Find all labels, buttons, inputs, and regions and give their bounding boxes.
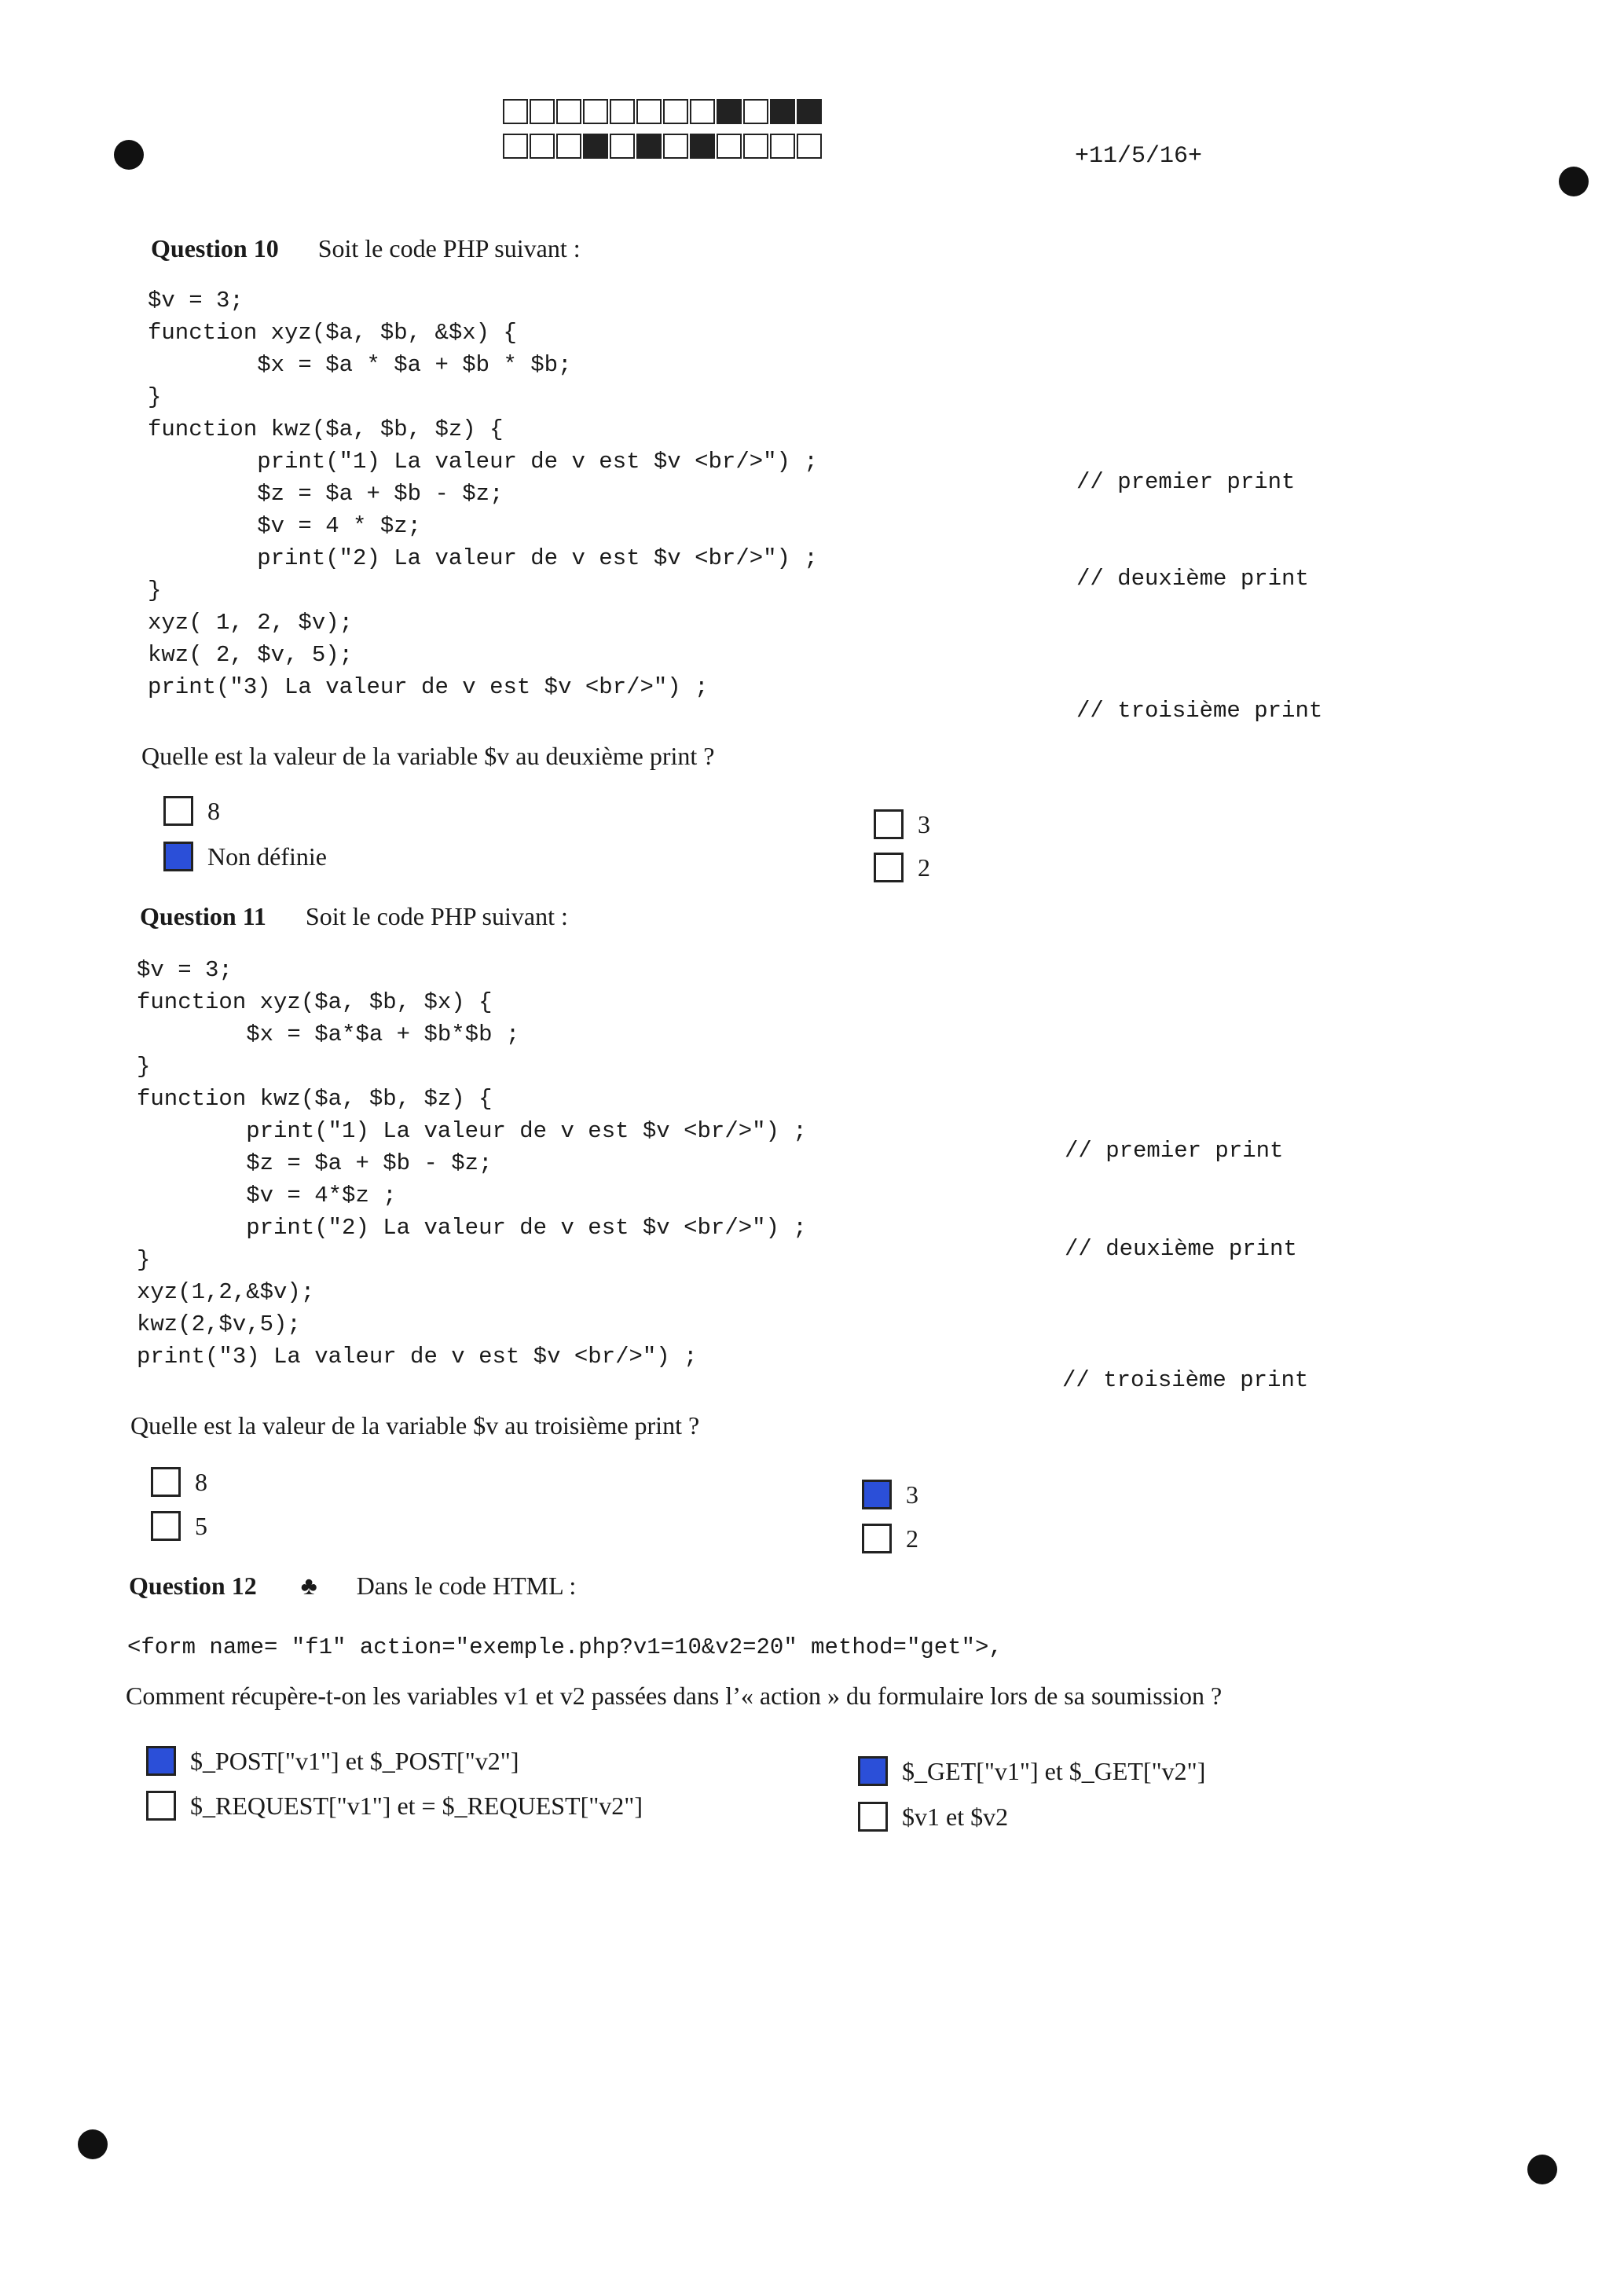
registration-mark-bottom-left bbox=[78, 2129, 108, 2159]
option-label: 8 bbox=[195, 1467, 207, 1496]
q10-label: Question 10 bbox=[151, 234, 279, 262]
option-label: 2 bbox=[906, 1524, 918, 1553]
id-grid-cell bbox=[690, 99, 715, 124]
q11-header bbox=[140, 902, 568, 931]
q10-comment-3: // troisième print bbox=[1076, 698, 1323, 724]
id-grid-cell bbox=[530, 134, 555, 159]
checkbox[interactable] bbox=[146, 1746, 176, 1776]
id-grid-cell bbox=[583, 99, 608, 124]
id-grid-cell bbox=[797, 134, 822, 159]
checkbox[interactable] bbox=[163, 842, 193, 871]
q12-intro: Dans le code HTML : bbox=[356, 1572, 577, 1600]
id-grid-cell bbox=[636, 134, 662, 159]
id-grid-cell bbox=[690, 134, 715, 159]
id-grid-cell bbox=[610, 134, 635, 159]
id-grid-cell bbox=[636, 99, 662, 124]
checkbox[interactable] bbox=[858, 1802, 888, 1832]
q11-option-1[interactable] bbox=[151, 1467, 207, 1497]
id-grid-cell bbox=[663, 134, 688, 159]
q12-option-1[interactable] bbox=[146, 1746, 519, 1776]
id-grid-cell bbox=[717, 99, 742, 124]
registration-mark-top-left bbox=[114, 140, 144, 170]
q12-code: <form name= "f1" action="exemple.php?v1=10&v2=20" method="get">, bbox=[127, 1634, 1003, 1660]
option-label: $_POST["v1"] et $_POST["v2"] bbox=[190, 1746, 519, 1775]
q12-option-3[interactable] bbox=[858, 1756, 1205, 1786]
q10-option-1[interactable] bbox=[163, 796, 220, 826]
page-id: +11/5/16+ bbox=[1075, 143, 1203, 170]
option-label: $_REQUEST["v1"] et = $_REQUEST["v2"] bbox=[190, 1791, 643, 1820]
checkbox[interactable] bbox=[151, 1467, 181, 1497]
checkbox[interactable] bbox=[862, 1524, 892, 1553]
id-grid-cell bbox=[770, 134, 795, 159]
id-grid-cell bbox=[556, 99, 581, 124]
q10-intro: Soit le code PHP suivant : bbox=[317, 234, 581, 262]
q11-intro: Soit le code PHP suivant : bbox=[305, 902, 568, 930]
option-label: 3 bbox=[906, 1480, 918, 1509]
q12-option-2[interactable] bbox=[146, 1791, 643, 1821]
id-grid-cell bbox=[503, 134, 528, 159]
option-label: Non définie bbox=[207, 842, 327, 871]
q12-question: Comment récupère-t-on les variables v1 et v2 passées dans l’« action » du formulaire lors de sa soumission ? bbox=[126, 1682, 1223, 1710]
q11-comment-2: // deuxième print bbox=[1065, 1236, 1297, 1262]
q10-code: $v = 3; function xyz($a, $b, &$x) { $x = $a * $a + $b * $b; } function kwz($a, $b, $z) { print("1) La valeur de v est $v <br/>") ; $z = $a + $b - $z; $v = 4 * $z; print("2) La valeur de v est $v <br/>") ; } xyz( 1, 2, $v); kwz( 2, $v, 5); print("3) La valeur de v est $v <br/>") ; bbox=[148, 288, 818, 700]
option-label: 8 bbox=[207, 796, 220, 825]
option-label: 2 bbox=[918, 853, 930, 882]
option-label: $v1 et $v2 bbox=[902, 1802, 1009, 1831]
id-grid-cell bbox=[610, 99, 635, 124]
checkbox[interactable] bbox=[146, 1791, 176, 1821]
id-grid-cell bbox=[663, 99, 688, 124]
q11-code: $v = 3; function xyz($a, $b, $x) { $x = $a*$a + $b*$b ; } function kwz($a, $b, $z) { print("1) La valeur de v est $v <br/>") ; $z = $a + $b - $z; $v = 4*$z ; print("2) La valeur de v est $v <br/>") ; } xyz(1,2,&$v); kwz(2,$v,5); print("3) La valeur de v est $v <br/>") ; bbox=[137, 957, 807, 1370]
id-grid-cell bbox=[743, 99, 768, 124]
q10-comment-1: // premier print bbox=[1076, 469, 1296, 495]
id-grid-row-2 bbox=[503, 134, 823, 159]
checkbox[interactable] bbox=[874, 853, 904, 882]
id-grid-cell bbox=[770, 99, 795, 124]
option-label: 3 bbox=[918, 809, 930, 838]
q11-option-3[interactable] bbox=[862, 1480, 918, 1509]
checkbox[interactable] bbox=[858, 1756, 888, 1786]
id-grid-cell bbox=[530, 99, 555, 124]
q10-comment-2: // deuxième print bbox=[1076, 566, 1309, 592]
option-label: 5 bbox=[195, 1511, 207, 1540]
club-icon: ♣ bbox=[300, 1572, 317, 1600]
checkbox[interactable] bbox=[862, 1480, 892, 1509]
option-label: $_GET["v1"] et $_GET["v2"] bbox=[902, 1756, 1206, 1785]
id-grid-cell bbox=[556, 134, 581, 159]
q11-option-2[interactable] bbox=[151, 1511, 207, 1541]
q11-label: Question 11 bbox=[140, 902, 266, 930]
checkbox[interactable] bbox=[874, 809, 904, 839]
q10-header bbox=[151, 234, 581, 263]
q10-question: Quelle est la valeur de la variable $v au deuxième print ? bbox=[141, 742, 715, 770]
checkbox[interactable] bbox=[151, 1511, 181, 1541]
q12-label: Question 12 bbox=[129, 1572, 257, 1600]
id-grid-row-1 bbox=[503, 99, 823, 124]
id-grid-cell bbox=[717, 134, 742, 159]
q11-comment-1: // premier print bbox=[1065, 1138, 1284, 1164]
q12-option-4[interactable] bbox=[858, 1802, 1008, 1832]
id-grid-cell bbox=[503, 99, 528, 124]
id-grid-cell bbox=[583, 134, 608, 159]
q12-header bbox=[129, 1572, 576, 1601]
q11-comment-3: // troisième print bbox=[1062, 1367, 1309, 1393]
registration-mark-top-right bbox=[1559, 167, 1589, 196]
q10-option-3[interactable] bbox=[874, 809, 930, 839]
checkbox[interactable] bbox=[163, 796, 193, 826]
q11-option-4[interactable] bbox=[862, 1524, 918, 1553]
id-grid-cell bbox=[797, 99, 822, 124]
q10-option-2[interactable] bbox=[163, 842, 327, 871]
q11-question: Quelle est la valeur de la variable $v au troisième print ? bbox=[130, 1411, 700, 1440]
registration-mark-bottom-right bbox=[1527, 2155, 1557, 2184]
id-grid-cell bbox=[743, 134, 768, 159]
q10-option-4[interactable] bbox=[874, 853, 930, 882]
